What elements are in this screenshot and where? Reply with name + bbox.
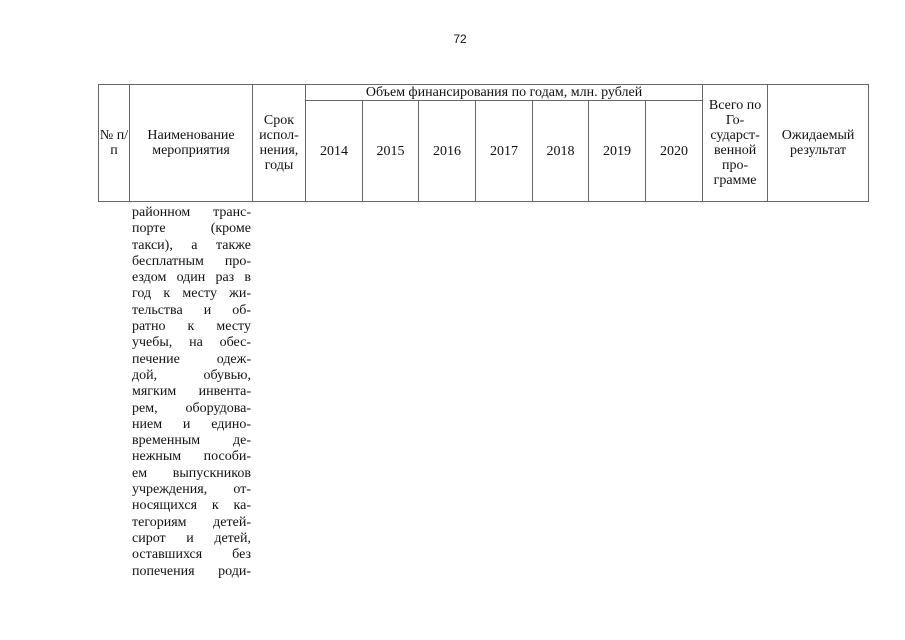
header-year-2019: 2019 — [589, 101, 646, 202]
header-result: Ожидаемый результат — [768, 85, 869, 202]
text-line: оставшихся без — [132, 547, 251, 563]
header-year-2015: 2015 — [363, 101, 419, 202]
text-line: дой, обувью, — [132, 367, 251, 383]
text-line: ратно к месту — [132, 319, 251, 335]
text-line: районном транс- — [132, 205, 251, 220]
header-total: Всего по Го-сударст-венной про-грамме — [703, 85, 768, 202]
text-line: носящихся к ка- — [132, 498, 251, 514]
text-line: рем, оборудова- — [132, 400, 251, 416]
text-line: ем выпускников — [132, 465, 251, 481]
header-number: № п/п — [99, 85, 130, 202]
header-year-2016: 2016 — [419, 101, 476, 202]
text-line: печение одеж- — [132, 351, 251, 367]
text-line: нежным пособи- — [132, 449, 251, 465]
header-year-2020: 2020 — [646, 101, 703, 202]
header-year-2014: 2014 — [306, 101, 363, 202]
text-line: ездом один раз в — [132, 270, 251, 286]
text-line: год к месту жи- — [132, 286, 251, 302]
activity-name-continuation — [132, 205, 251, 580]
header-term: Срок испол-нения, годы — [253, 85, 306, 202]
text-line: тельства и об- — [132, 302, 251, 318]
text-line: бесплатным про- — [132, 253, 251, 269]
text-line: временным де- — [132, 433, 251, 449]
funding-table — [98, 84, 869, 202]
text-line: учреждения, от- — [132, 482, 251, 498]
text-line: мягким инвента- — [132, 384, 251, 400]
text-line: нием и едино- — [132, 416, 251, 432]
header-year-2017: 2017 — [476, 101, 533, 202]
header-name: Наименование мероприятия — [130, 85, 253, 202]
text-line: тегориям детей- — [132, 514, 251, 530]
header-funding: Объем финансирования по годам, млн. рублей — [306, 85, 703, 101]
text-line: попечения роди- — [132, 563, 251, 579]
text-line: учебы, на обес- — [132, 335, 251, 351]
text-line: порте (кроме — [132, 221, 251, 237]
header-year-2018: 2018 — [533, 101, 589, 202]
text-line: сирот и детей, — [132, 530, 251, 546]
page-number: 72 — [453, 32, 467, 46]
text-line: такси), а также — [132, 237, 251, 253]
